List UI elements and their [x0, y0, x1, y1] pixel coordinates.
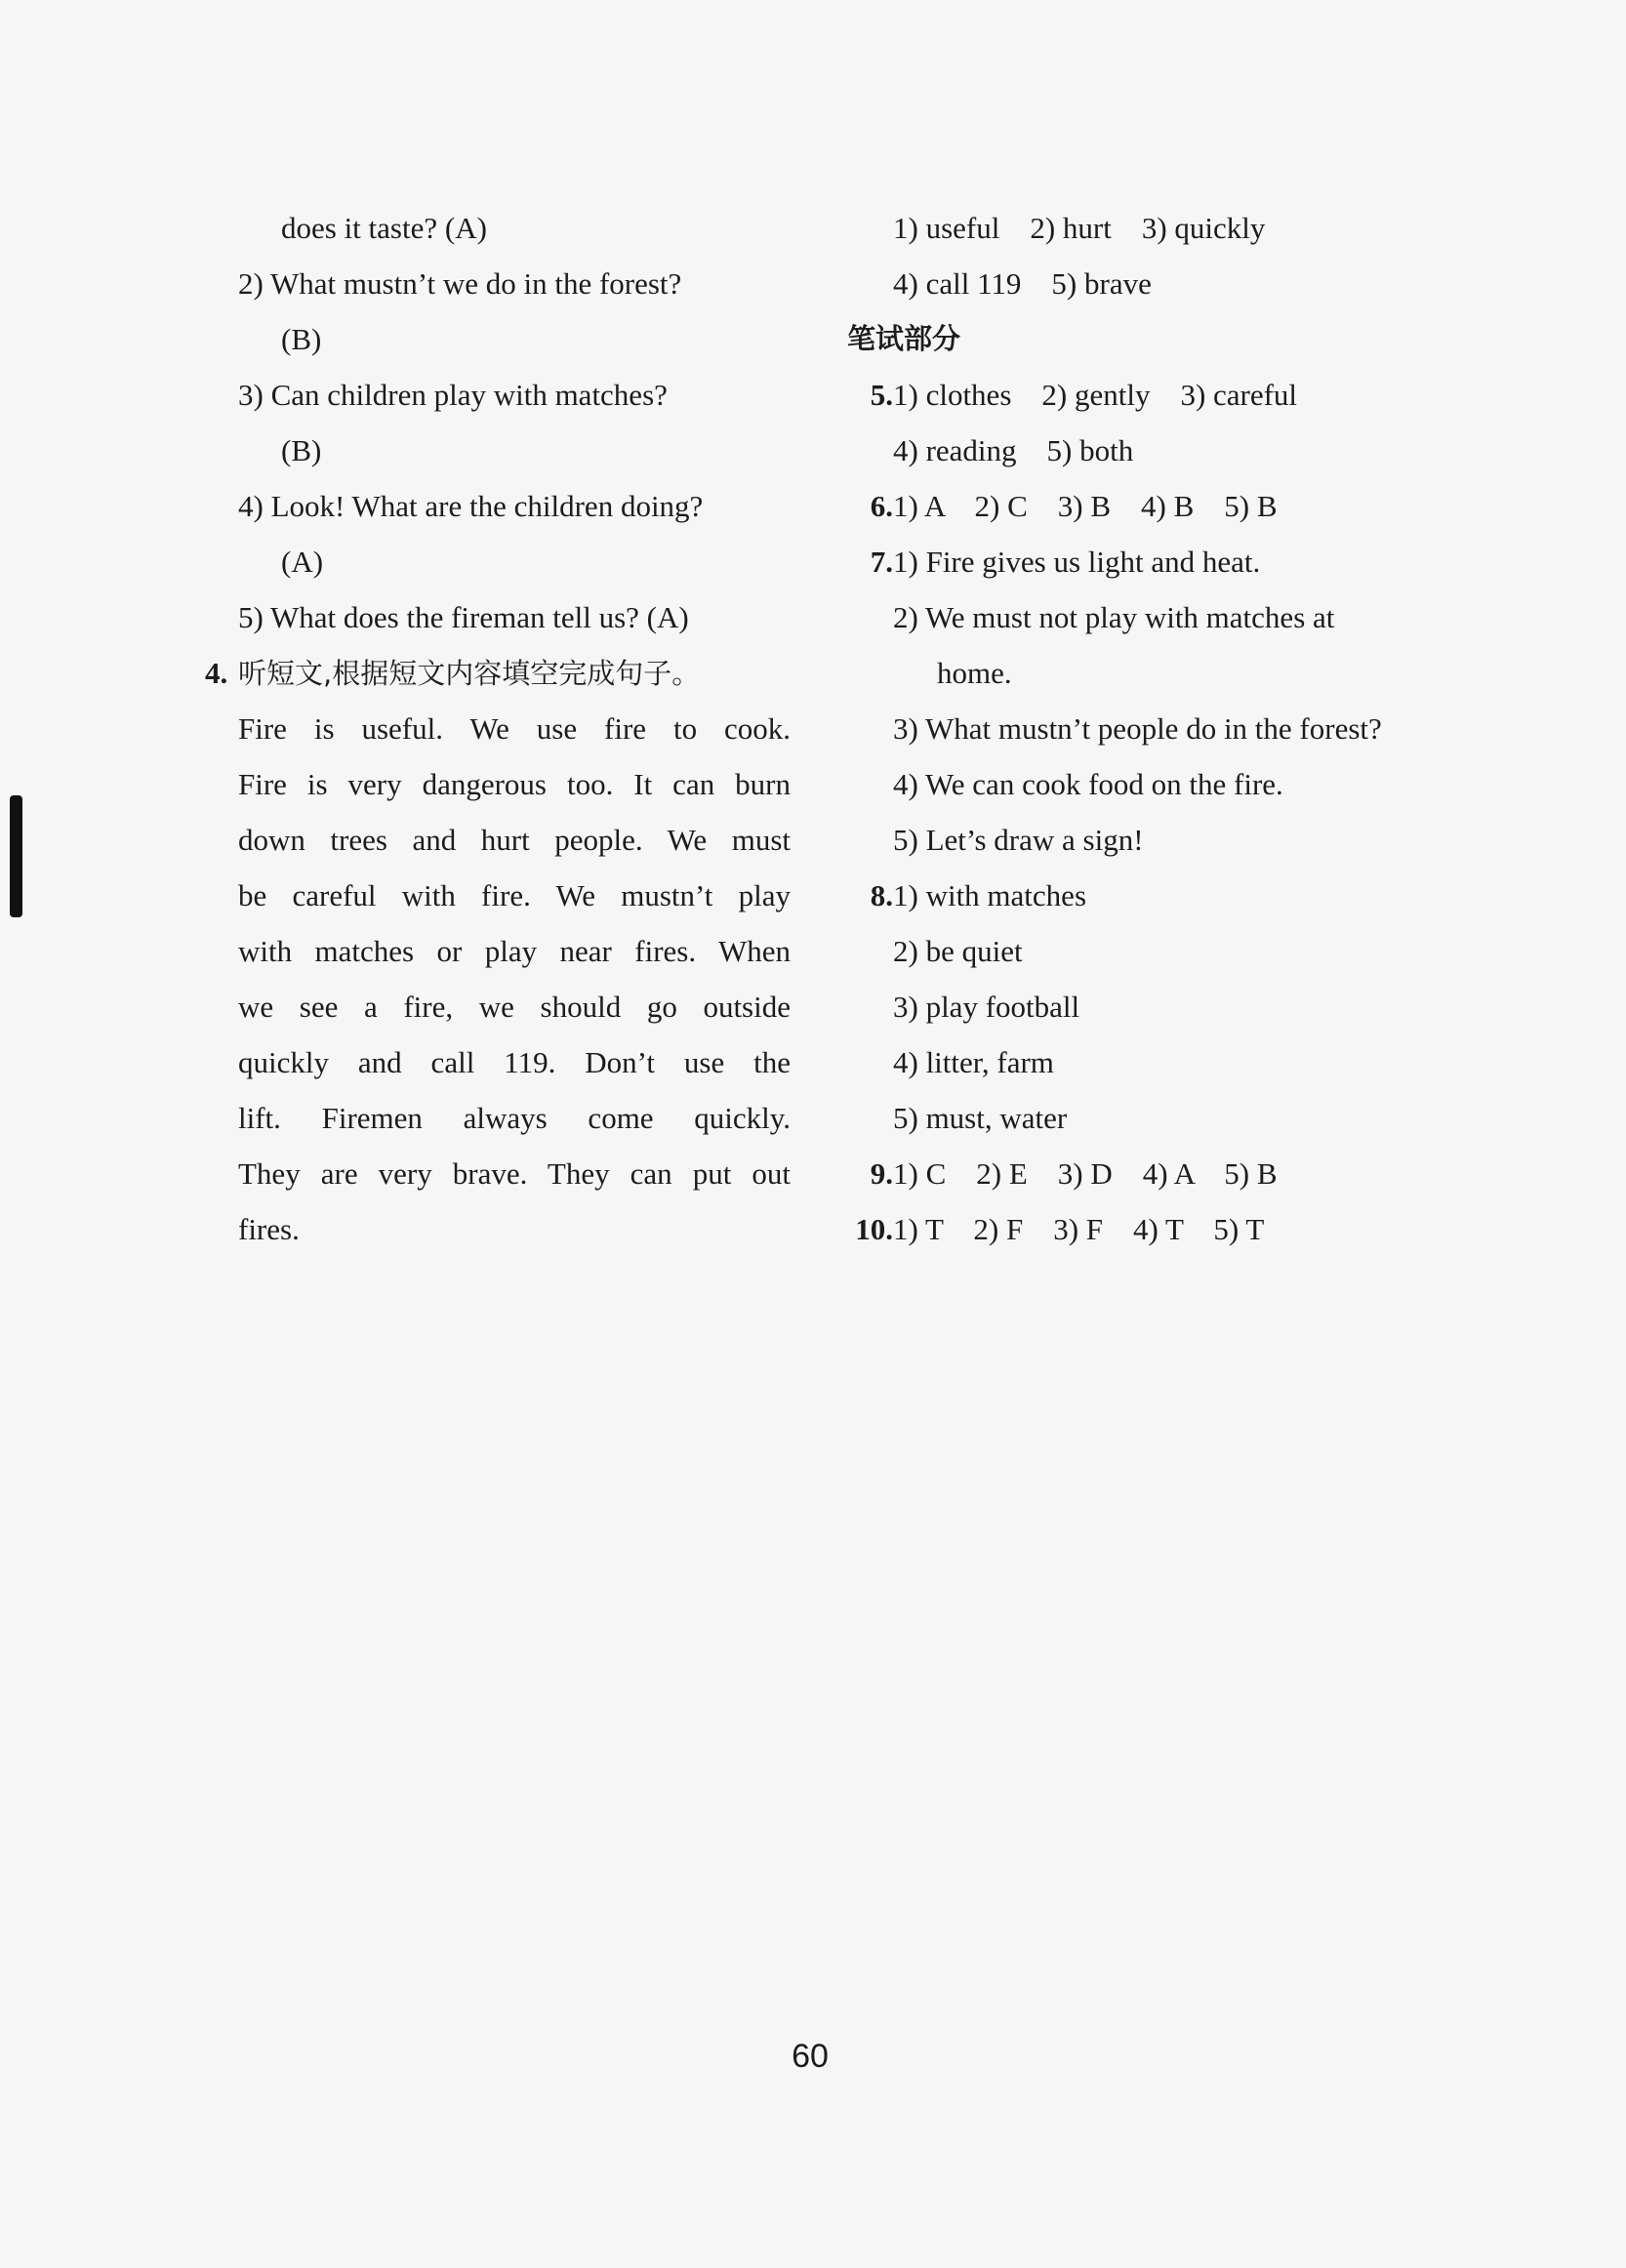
passage-line: we see a fire, we should go outside	[238, 990, 791, 1024]
right-column	[839, 200, 1464, 1257]
q4-answers-line-2: 4) call 119 5) brave	[893, 266, 1152, 301]
q4-answers-line-1: 1) useful 2) hurt 3) quickly	[893, 211, 1266, 245]
q7-line-3: 3) What mustn’t people do in the forest?	[893, 711, 1382, 746]
q4-instruction: 听短文,根据短文内容填空完成句子。	[238, 657, 701, 690]
question-number: 7.	[870, 545, 893, 579]
question-number: 4.	[205, 656, 228, 690]
question-number: 9.	[870, 1156, 893, 1191]
item-number: 2)	[238, 266, 264, 301]
q8-line-1	[839, 868, 1464, 923]
q5-line-2: 4) reading 5) both	[893, 433, 1134, 467]
q7-line-2-continuation: home.	[937, 656, 1012, 690]
q3-item-3-answer: (B)	[281, 433, 322, 467]
q8-line-3: 3) play football	[893, 990, 1080, 1024]
answer-text: 1) A 2) C 3) B 4) B 5) B	[893, 489, 1278, 523]
answer-text: 1) T 2) F 3) F 4) T 5) T	[893, 1212, 1265, 1246]
passage-line: Fire is very dangerous too. It can burn	[238, 767, 791, 801]
item-text: Look! What are the children doing?	[270, 489, 704, 523]
question-number: 10.	[855, 1212, 893, 1246]
q4-header	[205, 645, 791, 701]
q3-item-5	[205, 589, 791, 645]
answer-text: 1) with matches	[893, 878, 1087, 912]
scan-edge-mark	[10, 795, 22, 917]
answer-text: 1) Fire gives us light and heat.	[893, 545, 1261, 579]
q9-line-1	[839, 1146, 1464, 1201]
q3-continuation: does it taste? (A)	[281, 211, 487, 245]
q7-line-1	[839, 534, 1464, 589]
written-section-heading: 笔试部分	[847, 322, 961, 355]
item-text: What does the fireman tell us? (A)	[270, 600, 689, 634]
question-number: 6.	[870, 489, 893, 523]
q3-item-4	[205, 478, 791, 534]
q6-line-1	[839, 478, 1464, 534]
passage-line: Fire is useful. We use fire to cook.	[238, 711, 791, 746]
question-number: 5.	[870, 378, 893, 412]
item-number: 4)	[238, 489, 264, 523]
q8-line-4: 4) litter, farm	[893, 1045, 1054, 1079]
passage-line: down trees and hurt people. We must	[238, 823, 791, 857]
item-text: Can children play with matches?	[270, 378, 668, 412]
passage-line: be careful with fire. We mustn’t play	[238, 878, 791, 912]
q5-line-1	[839, 367, 1464, 423]
page-number: 60	[792, 2038, 829, 2075]
q3-item-4-answer: (A)	[281, 545, 324, 579]
passage-line: They are very brave. They can put out	[238, 1156, 791, 1191]
passage-line: with matches or play near fires. When	[238, 934, 791, 968]
passage-line: lift. Firemen always come quickly.	[238, 1101, 791, 1135]
item-text: What mustn’t we do in the forest?	[270, 266, 682, 301]
q7-line-5: 5) Let’s draw a sign!	[893, 823, 1144, 857]
q3-item-3	[205, 367, 791, 423]
left-column	[205, 200, 791, 1257]
item-number: 5)	[238, 600, 264, 634]
q7-line-2: 2) We must not play with matches at	[893, 600, 1335, 634]
q4-passage	[205, 701, 791, 1257]
item-number: 3)	[238, 378, 264, 412]
answer-text: 1) C 2) E 3) D 4) A 5) B	[893, 1156, 1278, 1191]
q3-item-2-answer: (B)	[281, 322, 322, 356]
answer-text: 1) clothes 2) gently 3) careful	[893, 378, 1298, 412]
q10-line-1	[839, 1201, 1464, 1257]
q3-item-2	[205, 256, 791, 311]
q7-line-4: 4) We can cook food on the fire.	[893, 767, 1283, 801]
question-number: 8.	[870, 878, 893, 912]
q8-line-5: 5) must, water	[893, 1101, 1068, 1135]
q8-line-2: 2) be quiet	[893, 934, 1023, 968]
passage-last-line: fires.	[238, 1212, 300, 1246]
passage-line: quickly and call 119. Don’t use the	[238, 1045, 791, 1079]
